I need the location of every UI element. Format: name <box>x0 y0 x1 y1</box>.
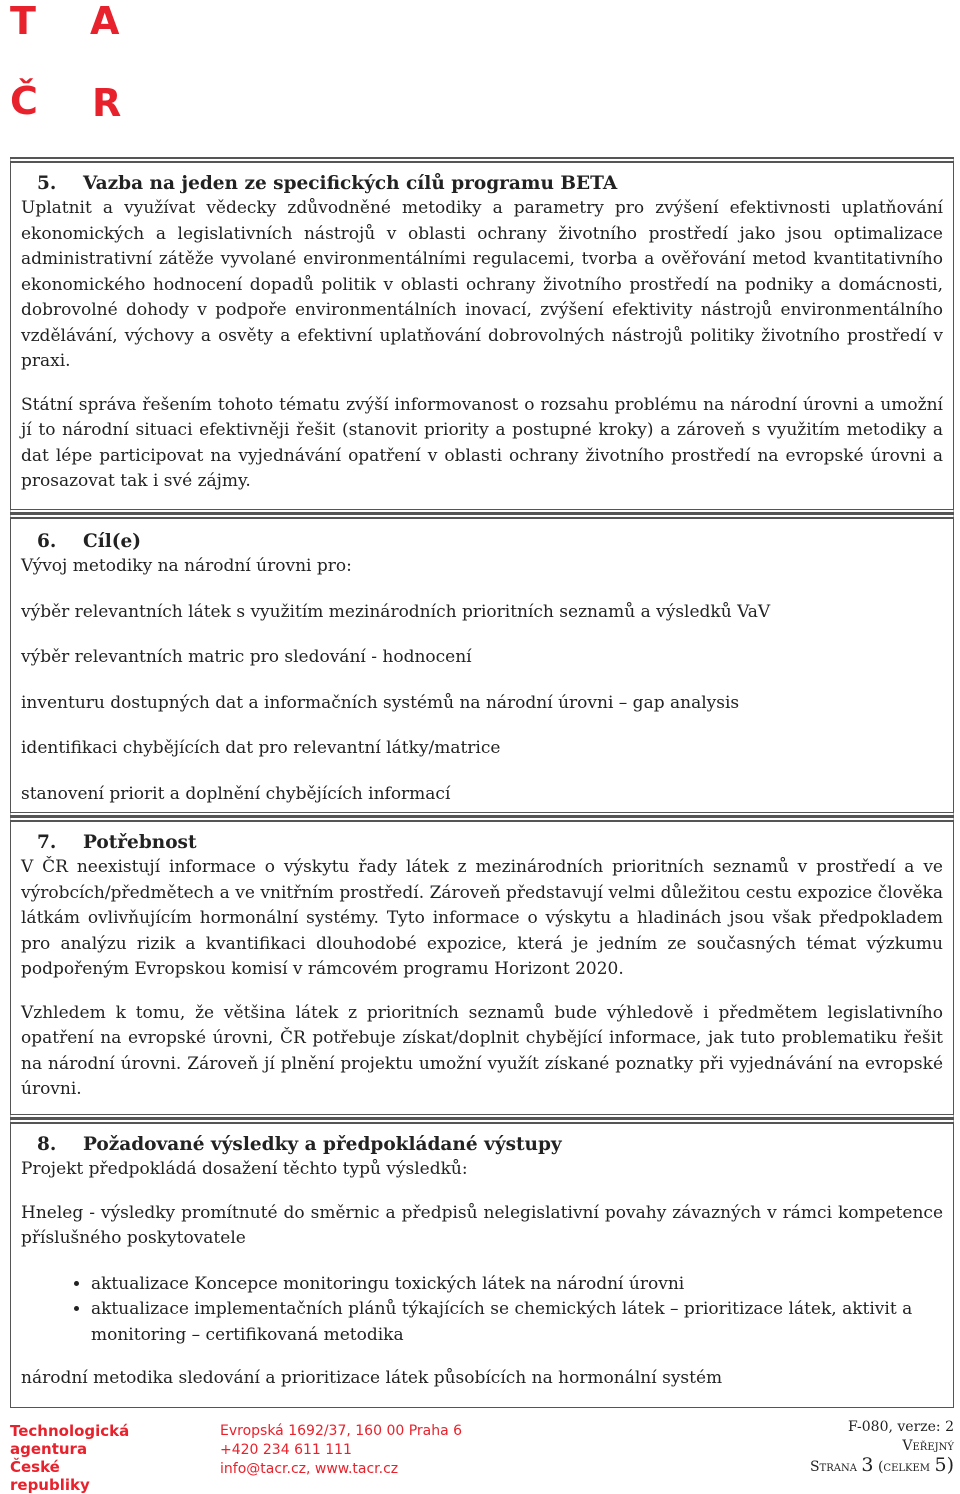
section-6-intro: Vývoj metodiky na národní úrovni pro: <box>21 556 352 576</box>
footer-phone: +420 234 611 111 <box>220 1442 352 1458</box>
section-5-paragraph-1: Uplatnit a využívat vědecky zdůvodněné metodiky a parametry pro zvýšení efektivnosti uplatňování ekonomických a legislativních nástrojů v oblasti ochrany životního prostředí jako jsou optimalizace administrativní zátěže vyvolané environmentálními regulacemi, tvorba a ověřování metod kvantitativního ekonomického hodnocení dopadů politik v oblasti ochrany životního prostředí na podniky a domácnosti, dobrovolné dohody v podpoře environmentálních inovací, zvýšení efektivity nástrojů environmentálního vzdělávání, výchovy a osvěty a efektivní uplatňování dobrovolných nástrojů politiky životního prostředí v praxi. <box>21 198 943 371</box>
section-8-intro: Projekt předpokládá dosažení těchto typů výsledků: <box>21 1159 468 1179</box>
section-8 <box>10 1118 954 1408</box>
goal-item: výběr relevantních matric pro sledování - hodnocení <box>21 647 472 667</box>
logo-letter-a: A <box>90 0 120 43</box>
classification: Veřejný <box>902 1438 954 1454</box>
footer-meta <box>810 1418 954 1477</box>
section-6 <box>10 513 954 816</box>
list-item: • aktualizace implementačních plánů týkajících se chemických látek – prioritizace látek, aktivit a monitoring – certifikovaná metodika <box>91 1297 943 1348</box>
goal-item: inventuru dostupných dat a informačních systémů na národní úrovni – gap analysis <box>21 692 740 713</box>
list-item: • aktualizace Koncepce monitoringu toxických látek na národní úrovni <box>91 1272 943 1298</box>
section-7-paragraph-2: Vzhledem k tomu, že většina látek z prioritních seznamů bude výhledově i předmětem legislativního opatření na evropské úrovni, ČR potřebuje získat/doplnit chybějící informace, jak tuto problematiku řešit na národní úrovni. Zároveň jí plnění projektu umožní využít získané poznatky při vyjednávání na evropské úrovni. <box>21 1002 943 1099</box>
section-7-heading: 7. Potřebnost <box>37 832 197 853</box>
footer-web: info@tacr.cz, www.tacr.cz <box>220 1461 399 1477</box>
logo-letter-t: T <box>10 0 36 43</box>
goal-item: výběr relevantních látek s využitím mezinárodních prioritních seznamů a výsledků VaV <box>21 601 771 622</box>
section-5 <box>10 157 954 513</box>
section-5-heading: 5. Vazba na jeden ze specifických cílů programu BETA <box>37 173 618 194</box>
section-5-paragraph-2: Státní správa řešením tohoto tématu zvýší informovanost o rozsahu problému na národní úrovni a umožní jí to národní situaci efektivněji řešit (stanovit priority a postupné kroky) a zároveň s využitím metodiky a dat lépe participovat na vyjednávání opatření v oblasti ochrany životního prostředí na evropské úrovni a prosazovat tak i své zájmy. <box>21 394 943 491</box>
section-7 <box>10 816 954 1118</box>
footer-address: Evropská 1692/37, 160 00 Praha 6 <box>220 1423 463 1439</box>
section-6-heading: 6. Cíl(e) <box>37 531 142 552</box>
footer-contact <box>220 1422 462 1479</box>
section-8-heading: 8. Požadované výsledky a předpokládané výstupy <box>37 1134 562 1155</box>
logo-letter-c: Č <box>10 79 38 123</box>
goal-item: stanovení priorit a doplnění chybějících informací <box>21 783 451 804</box>
hneleg-description: Hneleg - výsledky promítnuté do směrnic a předpisů nelegislativní povahy závazných v rámci kompetence příslušného poskytovatele <box>21 1202 943 1248</box>
results-list <box>21 1272 943 1349</box>
goal-item: identifikaci chybějících dat pro relevantní látky/matrice <box>21 738 501 758</box>
page-number: Strana 3 (celkem 5) <box>809 1454 954 1476</box>
footer-org-name: Technologická agentura České republiky <box>10 1422 130 1494</box>
form-id: F-080, verze: 2 <box>847 1419 954 1435</box>
tacr-logo <box>10 2 130 124</box>
logo-letter-r: R <box>92 81 122 125</box>
section-8-closing: národní metodika sledování a prioritizace látek působících na hormonální systém <box>21 1368 723 1388</box>
section-7-paragraph-1: V ČR neexistují informace o výskytu řady látek z mezinárodních prioritních seznamů v prostředí a ve výrobcích/předmětech a ve vnitřním prostředí. Zároveň představují velmi důležitou cestu expozice člověka látkám ovlivňujícím hormonální systémy. Tyto informace o výskytu a hladinách jsou však předpokladem pro analýzu rizik a kvantifikaci dlouhodobé expozice, která je jedním ze současných témat výzkumu podpořeným Evropskou komisí v rámcovém programu Horizont 2020. <box>21 857 943 979</box>
